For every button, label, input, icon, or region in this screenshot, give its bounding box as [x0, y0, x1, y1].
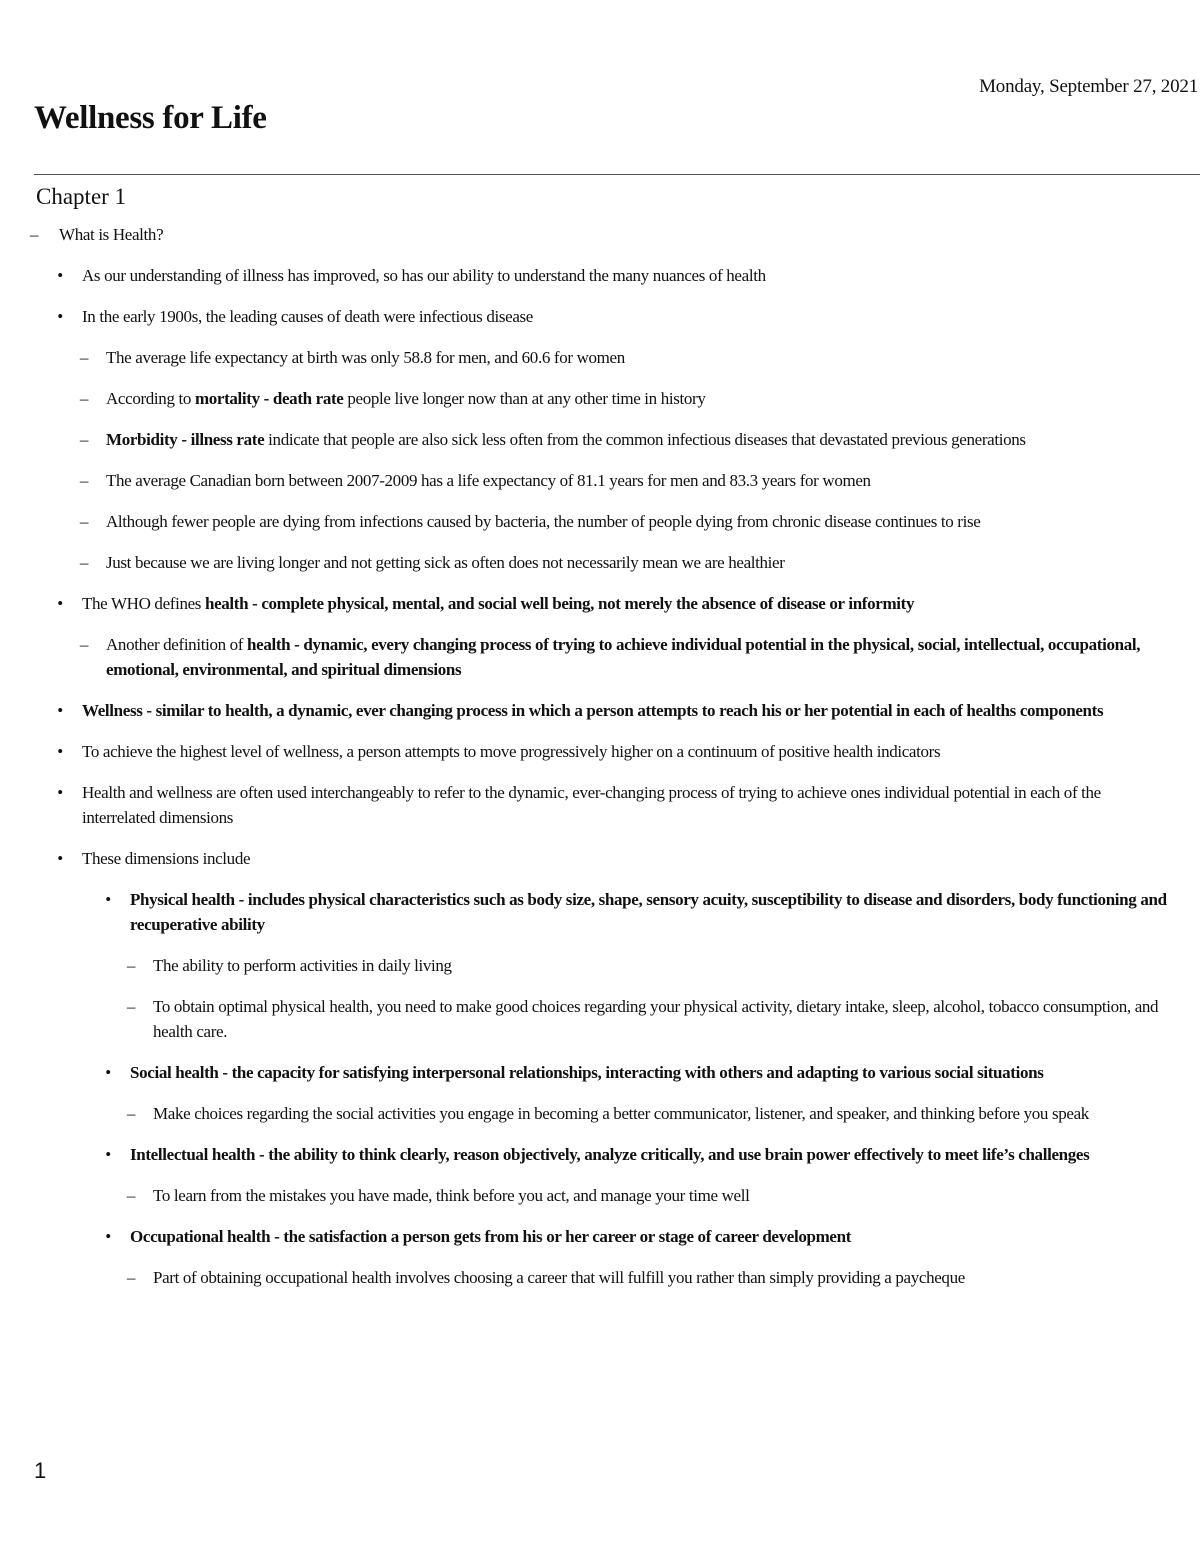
page-title: Wellness for Life — [34, 100, 267, 136]
dash-item — [0, 427, 1166, 452]
bold-term: health - dynamic, every changing process of trying to achieve individual potential in the physical, social, intellectual, occupational, emotional, environmental, and spiritual dimensions — [106, 635, 1141, 679]
dash-item — [0, 222, 1169, 247]
text-run: Part of obtaining occupational health involves choosing a career that will fulfill you rather than simply providing a paycheque — [153, 1268, 965, 1287]
bold-term: Wellness - similar to health, a dynamic, ever changing process in which a person attempts to reach his or her potential in each of healths components — [82, 701, 1104, 720]
bullet-item — [0, 846, 1162, 871]
text-run: As our understanding of illness has improved, so has our ability to understand the many nuances of health — [82, 266, 766, 285]
dash-item — [0, 953, 1168, 978]
text-run: Just because we are living longer and not getting sick as often does not necessarily mean we are healthier — [106, 553, 785, 572]
bullet-item — [0, 887, 1170, 937]
title-divider — [34, 174, 1200, 175]
bold-term: health - complete physical, mental, and social well being, not merely the absence of disease or informity — [204, 594, 915, 613]
note-date: Monday, September 27, 2021 — [979, 76, 1198, 97]
bullet-item — [0, 1060, 1170, 1085]
bullet-item — [0, 1224, 1170, 1249]
bullet-item — [0, 780, 1162, 830]
text-run: In the early 1900s, the leading causes of death were infectious disease — [82, 307, 533, 326]
text-run: The WHO defines — [82, 594, 205, 613]
bullet-item — [0, 591, 1162, 616]
bullet-marker: • — [57, 266, 63, 285]
dash-item — [0, 1183, 1168, 1208]
text-run: The ability to perform activities in daily living — [153, 956, 452, 975]
bullet-item — [0, 698, 1162, 723]
text-run: Health and wellness are often used interchangeably to refer to the dynamic, ever-changing process of trying to achieve ones individual potential in each of the interrelated dimensions — [82, 783, 1101, 827]
page-number: 1 — [34, 1458, 47, 1483]
bullet-marker: • — [57, 594, 63, 613]
text-run: Although fewer people are dying from infections caused by bacteria, the number of people dying from chronic disease continues to rise — [106, 512, 981, 531]
notes-outline — [0, 222, 1200, 1306]
text-run: According to — [106, 389, 195, 408]
bullet-marker: • — [105, 1063, 111, 1082]
dash-marker: – — [79, 389, 89, 408]
bullet-marker: • — [57, 307, 63, 326]
bullet-marker: • — [105, 890, 111, 909]
dash-marker: – — [126, 1268, 136, 1287]
text-run: To obtain optimal physical health, you need to make good choices regarding your physical activity, dietary intake, sleep, alcohol, tobacco consumption, and health care. — [153, 997, 1159, 1041]
text-run: These dimensions include — [82, 849, 251, 868]
bullet-marker: • — [57, 783, 63, 802]
bullet-item — [0, 263, 1162, 288]
dash-item — [0, 550, 1166, 575]
text-run: people live longer now than at any other time in history — [343, 389, 706, 408]
dash-item — [0, 1101, 1168, 1126]
dash-marker: – — [79, 348, 89, 367]
dash-marker: – — [126, 1104, 136, 1123]
bullet-marker: • — [57, 701, 63, 720]
dash-item — [0, 468, 1166, 493]
dash-marker: – — [79, 553, 89, 572]
bold-term: Physical health - includes physical characteristics such as body size, shape, sensory acuity, susceptibility to disease and disorders, body functioning and recuperative ability — [130, 890, 1167, 934]
bullet-item — [0, 1142, 1170, 1167]
dash-marker: – — [79, 512, 89, 531]
dash-item — [0, 994, 1168, 1044]
dash-marker: – — [126, 956, 136, 975]
bold-term: Social health - the capacity for satisfying interpersonal relationships, interacting with others and adapting to various social situations — [130, 1063, 1044, 1082]
bullet-marker: • — [105, 1227, 111, 1246]
dash-item — [0, 345, 1166, 370]
dash-item — [0, 1265, 1168, 1290]
text-run: To learn from the mistakes you have made, think before you act, and manage your time well — [153, 1186, 750, 1205]
bullet-marker: • — [57, 742, 63, 761]
dash-marker: – — [79, 430, 89, 449]
text-run: The average life expectancy at birth was only 58.8 for men, and 60.6 for women — [106, 348, 625, 367]
bullet-item — [0, 739, 1162, 764]
dash-item — [0, 386, 1166, 411]
dash-marker: – — [126, 1186, 136, 1205]
dash-marker: – — [29, 225, 39, 244]
bold-term: Intellectual health - the ability to think clearly, reason objectively, analyze critically, and use brain power effectively to meet life’s challenges — [130, 1145, 1090, 1164]
dash-marker: – — [126, 997, 136, 1016]
dash-item — [0, 509, 1166, 534]
bullet-item — [0, 304, 1162, 329]
text-run: Another definition of — [106, 635, 248, 654]
bold-term: Occupational health - the satisfaction a person gets from his or her career or stage of career development — [130, 1227, 852, 1246]
text-run: indicate that people are also sick less often from the common infectious diseases that devastated previous generations — [264, 430, 1026, 449]
chapter-heading: Chapter 1 — [36, 184, 127, 209]
text-run: The average Canadian born between 2007-2009 has a life expectancy of 81.1 years for men and 83.3 years for women — [106, 471, 871, 490]
bold-term: mortality - death rate — [194, 389, 344, 408]
bullet-marker: • — [105, 1145, 111, 1164]
dash-marker: – — [79, 635, 89, 654]
dash-item — [0, 632, 1166, 682]
bullet-marker: • — [57, 849, 63, 868]
text-run: What is Health? — [59, 225, 164, 244]
text-run: Make choices regarding the social activities you engage in becoming a better communicator, listener, and speaker, and thinking before you speak — [153, 1104, 1089, 1123]
text-run: To achieve the highest level of wellness, a person attempts to move progressively higher on a continuum of positive health indicators — [82, 742, 941, 761]
bold-term: Morbidity - illness rate — [106, 430, 265, 449]
dash-marker: – — [79, 471, 89, 490]
